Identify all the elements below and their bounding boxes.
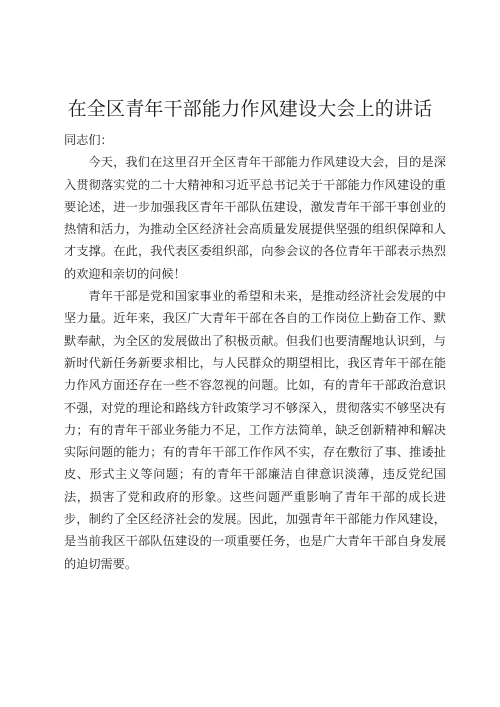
paragraph-opening: 今天，我们在这里召开全区青年干部能力作风建设大会，目的是深入贯彻落实党的二十大精神和习近平总书记关于干部能力作风建设的重要论述，进一步加强我区青年干部队伍建设，激发青年干部干事创业的热情和活力，为推动全区经济社会高质量发展提供坚强的组织保障和人才支撑。在此，我代表区委组织部，向参会议的各位青年干部表示热烈的欢迎和亲切的问候！ [64, 155, 446, 281]
salutation: 同志们： [64, 133, 113, 147]
document-body [64, 129, 446, 575]
document-title: 在全区青年干部能力作风建设大会上的讲话 [67, 98, 433, 120]
paragraph-problems: 青年干部是党和国家事业的希望和未来，是推动经济社会发展的中坚力量。近年来，我区广大青年干部在各自的工作岗位上勤奋工作、默默奉献，为全区的发展做出了积极贡献。但我们也要清醒地认识到，与新时代新任务新要求相比，与人民群众的期望相比，我区青年干部在能力作风方面还存在一些不容忽视的问题。比如，有的青年干部政治意识不强，对党的理论和路线方针政策学习不够深入，贯彻落实不够坚决有力；有的青年干部业务能力不足，工作方法简单，缺乏创新精神和解决实际问题的能力；有的青年干部工作作风不实，存在敷衍了事、推诿扯皮、形式主义等问题；有的青年干部廉洁自律意识淡薄，违反党纪国法，损害了党和政府的形象。这些问题严重影响了青年干部的成长进步，制约了全区经济社会的发展。因此，加强青年干部能力作风建设，是当前我区干部队伍建设的一项重要任务，也是广大青年干部自身发展的迫切需要。 [64, 289, 446, 571]
